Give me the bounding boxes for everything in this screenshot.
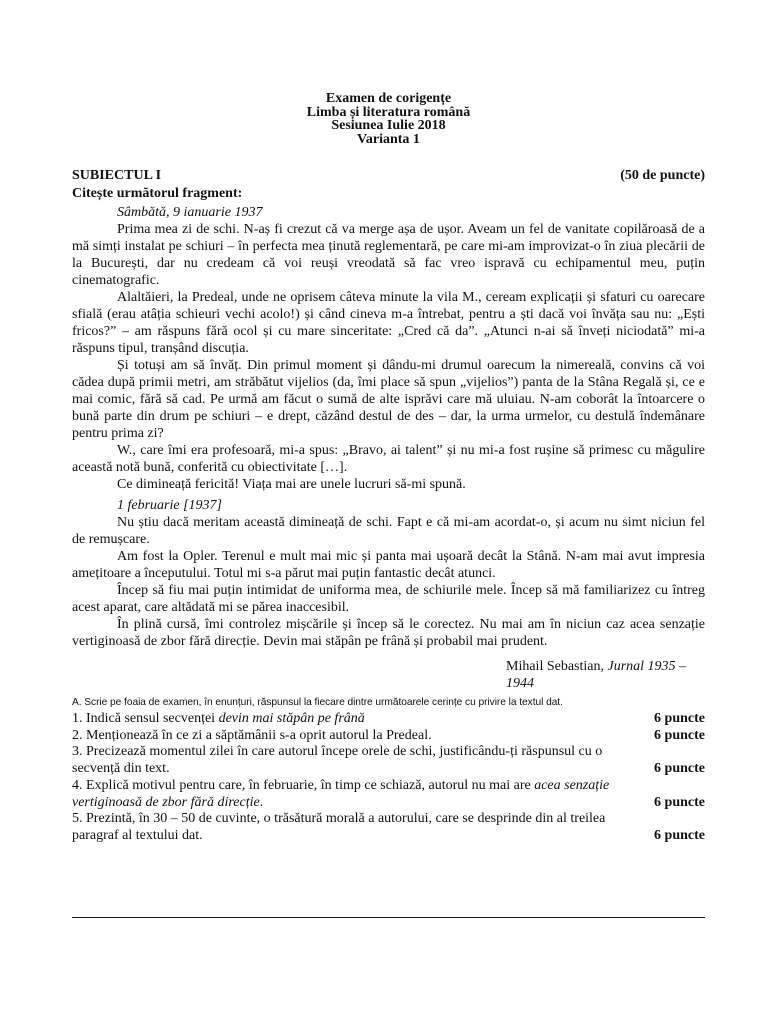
question-points: 6 puncte: [654, 727, 705, 743]
question-text: 3. Precizează momentul zilei în care autorul începe orele de schi, justificându-ți răspunsul cu o secvență din text.: [72, 744, 603, 777]
question-item: [72, 811, 705, 844]
subject-points: (50 de puncte): [620, 168, 705, 183]
paragraph: Ce dimineață fericită! Viața mai are unele lucruri să-mi spună.: [117, 477, 466, 492]
question-item: [72, 728, 705, 745]
question-text-end: .: [259, 794, 264, 810]
paragraph: Și totuși am să învăț. Din primul moment și dându-mi drumul oarecum la nimereală, convins că voi cădea după primii metri, am străbătut vijelios (da, îmi place să spun „vijelios”) panta de la Stâna Regală și, ce e mai comic, fără să cad. Pe urmă am făcut o sumă de alte isprăvi care mă uluiau. N-am coborât la întoarcere o bună parte din drum pe schiuri – e drept, căzând destul de des – dar, la urma urmelor, cu destulă îndemânare pentru prima zi?: [72, 358, 705, 441]
question-text: 4. Explică motivul pentru care, în februarie, în timp ce schiază, autorul nu mai are: [72, 777, 535, 793]
section-a-instruction: A. Scrie pe foaia de examen, în enunțuri, răspunsul la fiecare dintre următoarele cerințe cu privire la textul dat.: [72, 697, 563, 708]
exam-header: [72, 92, 705, 146]
question-text: 1. Indică sensul secvenței: [72, 711, 219, 726]
fragment-text: [72, 204, 705, 692]
question-item: [72, 778, 705, 811]
question-points: 6 puncte: [654, 761, 705, 777]
question-item: [72, 744, 705, 777]
subject-title: SUBIECTUL I: [72, 168, 162, 183]
entry-date-2: 1 februarie [1937]: [117, 498, 222, 513]
question-text: 5. Prezintă, în 30 – 50 de cuvinte, o trăsătură morală a autorului, care se desprinde din al treilea paragraf al textului dat.: [72, 811, 606, 843]
question-text: 2. Menționează în ce zi a săptămânii s-a oprit autorul la Predeal.: [72, 727, 432, 743]
paragraph: Nu știu dacă meritam această dimineață de schi. Fapt e că mi-am acordat-o, și acum nu simt niciun fel de remușcare.: [72, 515, 705, 547]
question-item: [72, 711, 705, 728]
paragraph: Prima mea zi de schi. N-aș fi crezut că va merge așa de ușor. Aveam un fel de vanitate copilăroasă de a mă simți instalat pe schiuri – în perfecta mea ținută reglementară, pe care mi-am improvizat-o în ziua plecării de la București, dar nu credeam că voi reuși vreodată să fac vreo ispravă cu echipamentul meu, puțin cinematografic.: [72, 222, 705, 288]
paragraph: Am fost la Opler. Terenul e mult mai mic și panta mai ușoară decât la Stână. N-am mai avut impresia amețitoare a începutului. Totul mi s-a părut mai puțin fantastic decât atunci.: [72, 549, 705, 581]
question-quote: acea senzație vertiginoasă de zbor fără direcție: [72, 777, 610, 810]
question-points: 6 puncte: [654, 794, 705, 810]
header-line-4: Varianta 1: [357, 131, 420, 147]
entry-date-1: Sâmbătă, 9 ianuarie 1937: [117, 205, 263, 220]
header-line-2: Limba și literatura română: [306, 104, 471, 120]
header-line-3: Sesiunea Iulie 2018: [331, 118, 446, 133]
page-divider: [72, 917, 705, 918]
paragraph: În plină cursă, îmi controlez mișcările și încep să le corectez. Nu mai am în niciun caz acea senzație vertiginoasă de zbor fără direcție. Devin mai stăpân pe frână și probabil mai prudent.: [72, 617, 705, 649]
paragraph: Încep să fiu mai puțin intimidat de uniforma mea, de schiurile mele. Încep să mă familiarizez cu întreg acest aparat, care altădată mi se părea inaccesibil.: [72, 583, 705, 615]
questions-list: [72, 711, 705, 845]
paragraph: Alaltăieri, la Predeal, unde ne oprisem câteva minute la vila M., ceream explicații și sfaturi cu oarecare sfială (erau atâția schieuri vechi acolo!) și când cineva m-a întrebat, pentru a ști dacă voi învăța sau nu: „Ești fricos?” – am răspuns fără ocol și cu mare sinceritate: „Cred că da”. „Atunci n-ai să înveți niciodată” mi-a răspuns tipul, tranșând discuția.: [72, 290, 705, 356]
question-points: 6 puncte: [654, 711, 705, 726]
question-points: 6 puncte: [654, 827, 705, 843]
header-line-1: Examen de corigențe: [325, 91, 452, 106]
paragraph: W., care îmi era profesoară, mi-a spus: „Bravo, ai talent” și nu mi-a fost rușine să primesc cu măgulire această notă bună, conferită cu obiectivitate […].: [72, 443, 705, 475]
document-page: [72, 0, 705, 1024]
work-title: Jurnal 1935 – 1944: [506, 659, 687, 691]
author-name: Mihail Sebastian,: [506, 659, 604, 674]
subject-row: [72, 168, 705, 184]
source-citation: [72, 658, 705, 692]
question-quote: devin mai stăpân pe frână: [218, 711, 365, 726]
instruction: Citește următorul fragment:: [72, 186, 243, 201]
